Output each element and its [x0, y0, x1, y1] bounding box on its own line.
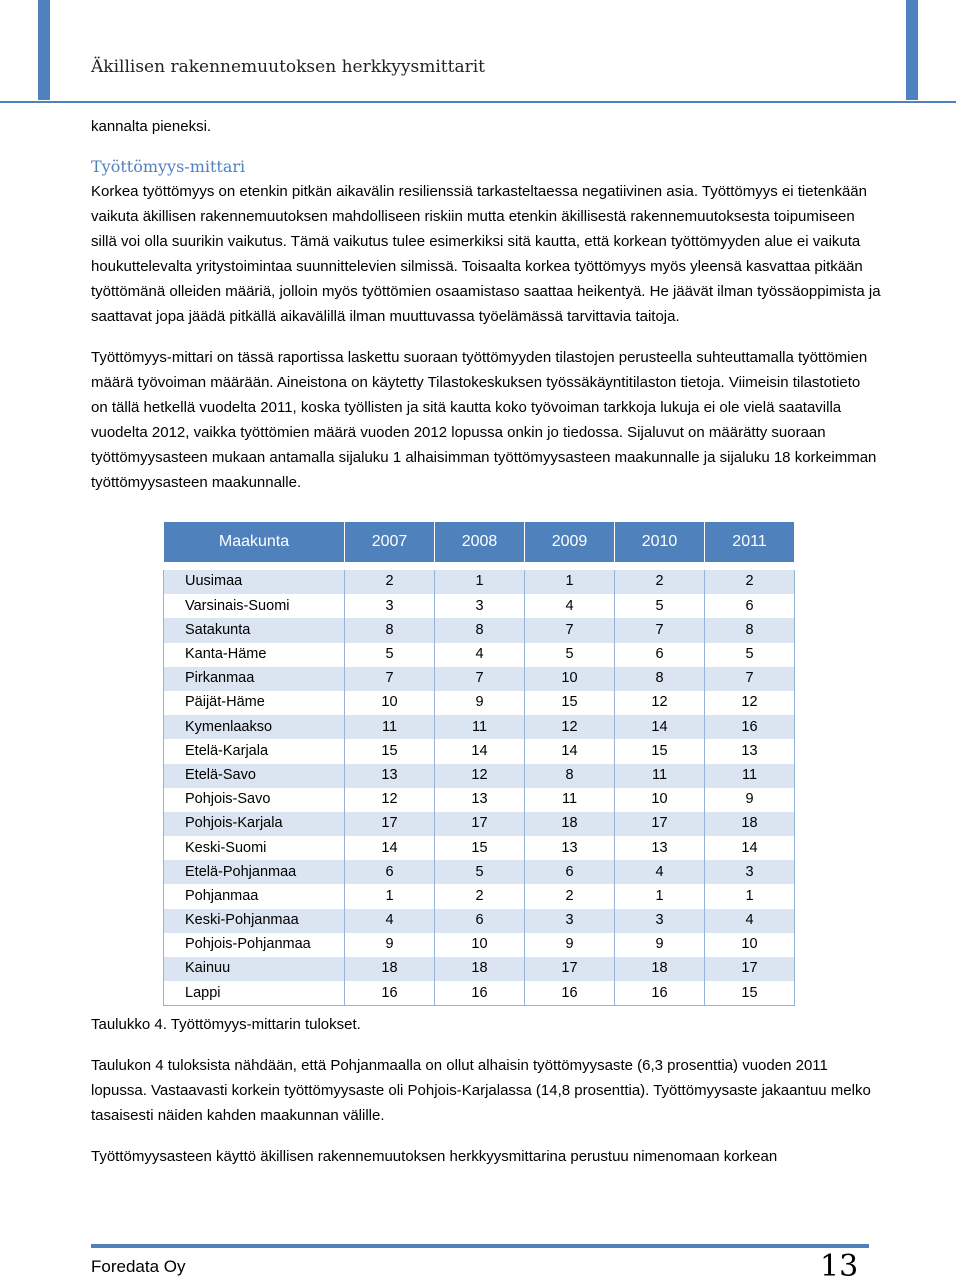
rank-cell: 11	[705, 764, 795, 788]
rank-cell: 9	[615, 933, 705, 957]
rank-cell: 1	[705, 884, 795, 908]
rank-cell: 8	[705, 618, 795, 642]
region-name-cell: Etelä-Karjala	[164, 739, 345, 763]
rank-cell: 4	[435, 643, 525, 667]
intro-fragment: kannalta pieneksi.	[91, 118, 212, 135]
rank-cell: 13	[345, 764, 435, 788]
rank-cell: 16	[615, 981, 705, 1006]
rank-cell: 10	[345, 691, 435, 715]
column-header: 2011	[705, 522, 795, 567]
rank-cell: 9	[705, 788, 795, 812]
rank-cell: 5	[525, 643, 615, 667]
table-body	[164, 566, 795, 1006]
table-row	[164, 933, 795, 957]
rank-cell: 7	[525, 618, 615, 642]
rank-cell: 10	[435, 933, 525, 957]
table-row	[164, 957, 795, 981]
rank-cell: 17	[525, 957, 615, 981]
rank-cell: 3	[525, 909, 615, 933]
rank-cell: 14	[705, 836, 795, 860]
rank-cell: 16	[705, 715, 795, 739]
header-divider	[0, 101, 956, 103]
rank-cell: 5	[435, 860, 525, 884]
rank-cell: 3	[705, 860, 795, 884]
rank-cell: 12	[525, 715, 615, 739]
column-header: Maakunta	[164, 522, 345, 567]
region-name-cell: Päijät-Häme	[164, 691, 345, 715]
table-row	[164, 566, 795, 594]
table-row	[164, 594, 795, 618]
rank-cell: 6	[435, 909, 525, 933]
rank-cell: 7	[345, 667, 435, 691]
table-row	[164, 981, 795, 1006]
rank-cell: 4	[345, 909, 435, 933]
section-heading: Työttömyys-mittari	[91, 157, 246, 176]
rank-cell: 4	[615, 860, 705, 884]
table-row	[164, 836, 795, 860]
region-name-cell: Uusimaa	[164, 566, 345, 594]
region-name-cell: Pohjois-Pohjanmaa	[164, 933, 345, 957]
rank-cell: 8	[525, 764, 615, 788]
rank-cell: 4	[525, 594, 615, 618]
rank-cell: 18	[525, 812, 615, 836]
table-row	[164, 739, 795, 763]
table-row	[164, 715, 795, 739]
rank-cell: 4	[705, 909, 795, 933]
rank-cell: 2	[525, 884, 615, 908]
rank-cell: 2	[615, 566, 705, 594]
page-number: 13	[820, 1249, 859, 1284]
rank-cell: 8	[345, 618, 435, 642]
region-name-cell: Kymenlaakso	[164, 715, 345, 739]
column-header: 2009	[525, 522, 615, 567]
rank-cell: 6	[345, 860, 435, 884]
rank-cell: 8	[615, 667, 705, 691]
rank-cell: 16	[345, 981, 435, 1006]
table-row	[164, 643, 795, 667]
rank-cell: 14	[615, 715, 705, 739]
region-name-cell: Pirkanmaa	[164, 667, 345, 691]
rank-cell: 3	[435, 594, 525, 618]
rank-cell: 17	[345, 812, 435, 836]
rank-cell: 15	[525, 691, 615, 715]
rank-cell: 10	[615, 788, 705, 812]
table-row	[164, 618, 795, 642]
paragraph-3: Taulukon 4 tuloksista nähdään, että Pohjanmaalla on ollut alhaisin työttömyysaste (6,3 prosenttia) vuoden 2011 lopussa. Vastaavasti korkein työttömyysaste oli Pohjois-Karjalassa (14,8 prosenttia). Työttömyysaste jakaantuu melko tasaisesti näiden kahden maakunnan välille.	[91, 1057, 871, 1125]
header-accent-bar-right	[906, 0, 918, 100]
table-row	[164, 788, 795, 812]
rank-cell: 12	[615, 691, 705, 715]
rank-cell: 3	[345, 594, 435, 618]
footer-divider	[91, 1244, 869, 1248]
rank-cell: 18	[345, 957, 435, 981]
page-content	[91, 114, 881, 1169]
rank-cell: 11	[525, 788, 615, 812]
column-header: 2008	[435, 522, 525, 567]
region-name-cell: Pohjois-Karjala	[164, 812, 345, 836]
rank-cell: 17	[705, 957, 795, 981]
rank-cell: 1	[435, 566, 525, 594]
region-name-cell: Varsinais-Suomi	[164, 594, 345, 618]
running-header-title: Äkillisen rakennemuutoksen herkkyysmittarit	[91, 57, 485, 77]
region-name-cell: Pohjanmaa	[164, 884, 345, 908]
region-name-cell: Satakunta	[164, 618, 345, 642]
table-row	[164, 909, 795, 933]
rank-cell: 12	[435, 764, 525, 788]
region-name-cell: Etelä-Pohjanmaa	[164, 860, 345, 884]
rank-cell: 13	[525, 836, 615, 860]
paragraph-4: Työttömyysasteen käyttö äkillisen rakennemuutoksen herkkyysmittarina perustuu nimenomaan korkean	[91, 1148, 778, 1166]
rank-cell: 10	[525, 667, 615, 691]
rank-cell: 5	[705, 643, 795, 667]
rank-cell: 17	[615, 812, 705, 836]
rank-cell: 15	[615, 739, 705, 763]
table-header-row	[164, 522, 795, 567]
rank-cell: 1	[345, 884, 435, 908]
rank-cell: 15	[705, 981, 795, 1006]
rank-cell: 13	[615, 836, 705, 860]
paragraph-2: Työttömyys-mittari on tässä raportissa laskettu suoraan työttömyyden tilastojen perusteella suhteuttamalla työttömien määrä työvoiman määrään. Aineistona on käytetty Tilastokeskuksen työssäkäyntitilaston tietoja. Viimeisin tilastotieto on tällä hetkellä vuodelta 2011, koska työllisten ja sitä kautta koko työvoiman tarkkoja lukuja ei ole vielä saatavilla vuodelta 2012, vaikka työttömien määrä vuoden 2012 lopussa onkin jo tiedossa. Sijaluvut on määrätty suoraan työttömyysasteen mukaan antamalla sijaluku 1 alhaisimman työttömyysasteen maakunnalle ja sijaluku 18 korkeimman työttömyysasteen maakunnalle.	[91, 349, 877, 491]
rank-cell: 2	[435, 884, 525, 908]
rank-cell: 7	[435, 667, 525, 691]
rank-cell: 6	[705, 594, 795, 618]
region-name-cell: Etelä-Savo	[164, 764, 345, 788]
region-name-cell: Keski-Suomi	[164, 836, 345, 860]
rank-cell: 6	[525, 860, 615, 884]
rank-cell: 17	[435, 812, 525, 836]
rank-cell: 18	[705, 812, 795, 836]
rank-cell: 15	[345, 739, 435, 763]
rank-cell: 3	[615, 909, 705, 933]
table-row	[164, 812, 795, 836]
rank-cell: 14	[435, 739, 525, 763]
rank-cell: 18	[435, 957, 525, 981]
table-row	[164, 764, 795, 788]
rank-cell: 10	[705, 933, 795, 957]
rank-cell: 12	[705, 691, 795, 715]
rank-cell: 9	[525, 933, 615, 957]
rank-cell: 14	[525, 739, 615, 763]
rank-cell: 13	[705, 739, 795, 763]
rank-cell: 5	[615, 594, 705, 618]
rank-cell: 1	[615, 884, 705, 908]
rank-cell: 7	[615, 618, 705, 642]
rank-cell: 8	[435, 618, 525, 642]
rank-cell: 5	[345, 643, 435, 667]
rank-cell: 6	[615, 643, 705, 667]
rank-cell: 11	[345, 715, 435, 739]
rank-cell: 16	[525, 981, 615, 1006]
rank-cell: 11	[435, 715, 525, 739]
rank-cell: 18	[615, 957, 705, 981]
rank-cell: 2	[345, 566, 435, 594]
rank-cell: 12	[345, 788, 435, 812]
rank-cell: 9	[345, 933, 435, 957]
table-row	[164, 667, 795, 691]
rank-cell: 2	[705, 566, 795, 594]
table-row	[164, 860, 795, 884]
region-name-cell: Pohjois-Savo	[164, 788, 345, 812]
table-caption: Taulukko 4. Työttömyys-mittarin tulokset.	[91, 1016, 361, 1034]
region-name-cell: Kanta-Häme	[164, 643, 345, 667]
footer-company: Foredata Oy	[91, 1257, 186, 1276]
rank-cell: 7	[705, 667, 795, 691]
table-row	[164, 884, 795, 908]
rank-cell: 9	[435, 691, 525, 715]
region-name-cell: Kainuu	[164, 957, 345, 981]
rank-cell: 14	[345, 836, 435, 860]
header-accent-bar-left	[38, 0, 50, 100]
region-name-cell: Keski-Pohjanmaa	[164, 909, 345, 933]
rank-cell: 16	[435, 981, 525, 1006]
table-row	[164, 691, 795, 715]
results-table	[163, 521, 795, 1006]
column-header: 2010	[615, 522, 705, 567]
rank-cell: 1	[525, 566, 615, 594]
rank-cell: 15	[435, 836, 525, 860]
paragraph-1: Korkea työttömyys on etenkin pitkän aikavälin resilienssiä tarkasteltaessa negatiivinen asia. Työttömyys ei tietenkään vaikuta äkillisen rakennemuutoksen mahdolliseen riskiin mutta etenkin äkillisestä rakennemuutoksesta toipumiseen sillä voi olla suurikin vaikutus. Tämä vaikutus tulee esimerkiksi sitä kautta, että korkean työttömyyden alue ei vaikuta houkuttelevalta yritystoimintaa suunnittelevien silmissä. Toisaalta korkea työttömyys myös yleensä kasvattaa pitkään työttömänä olleiden määriä, jolloin myös työttömien osaamistaso saattaa heikentyä. He jäävät ilman työssäoppimista ja saattavat jopa jäädä pitkällä aikavälillä ilman muuttuvassa työelämässä tarvittavia taitoja.	[91, 183, 881, 325]
rank-cell: 13	[435, 788, 525, 812]
rank-cell: 11	[615, 764, 705, 788]
region-name-cell: Lappi	[164, 981, 345, 1006]
column-header: 2007	[345, 522, 435, 567]
